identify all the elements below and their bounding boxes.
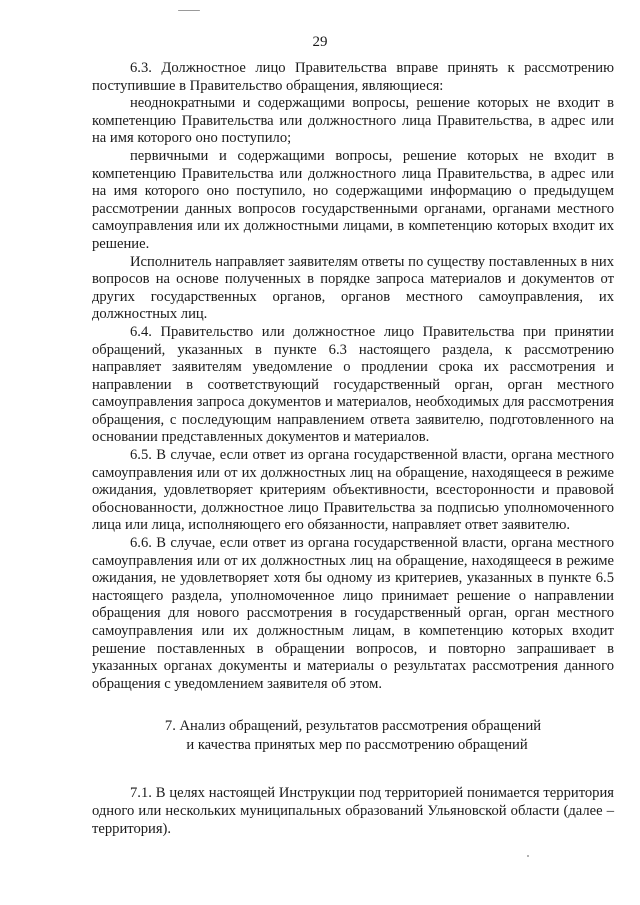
section-heading-line-2: и качества принятых мер по рассмотрению обращений [186, 737, 528, 754]
section-heading-line-1: 7. Анализ обращений, результатов рассмотрения обращений [164, 718, 542, 735]
paragraph-7-1: 7.1. В целях настоящей Инструкции под территорией понимается территория одного или нескольких муниципальных образований Ульяновской области (далее – территория). [92, 785, 614, 837]
paragraph-6-3: 6.3. Должностное лицо Правительства вправе принять к рассмотрению поступившие в Правительство обращения, являющиеся: [92, 60, 614, 94]
paragraph-6-4: 6.4. Правительство или должностное лицо Правительства при принятии обращений, указанных в пункте 6.3 настоящего раздела, к рассмотрению направляет заявителям уведомление о продлении срока их рассмотрения и направлении в соответствующий государственный орган, орган местного самоуправления запроса документов и материалов, необходимых для рассмотрения обращения, с последующим направлением ответа заявителю, подготовленного на основании представленных документов и материалов. [92, 323, 614, 446]
paragraph-6-6: 6.6. В случае, если ответ из органа государственной власти, органа местного самоуправления или от их должностных лиц на обращение, находящееся в режиме ожидания, не удовлетворяет хотя бы одному из критериев, указанных в пункте 6.5 настоящего раздела, уполномоченное лицо принимает решение о направлении обращения для нового рассмотрения в государственный орган, орган местного самоуправления или их должностным лицам, в компетенцию которых входит решение поставленных в обращении вопросов, и повторно запрашивает в указанных органах документы и материалы о результатах рассмотрения данного обращения с уведомлением заявителя об этом. [92, 535, 614, 692]
scan-speck-mark [527, 855, 529, 857]
paragraph-6-3-item-2: первичными и содержащими вопросы, решение которых не входит в компетенцию Правительства или должностного лица Правительства, в адрес или на имя которого оно поступило, но содержащими информацию о предыдущем рассмотрении данных вопросов государственными органами, органами местного самоуправления или их должностными лицами, в компетенцию которых входит их решение. [92, 147, 614, 252]
scan-speck-mark [178, 10, 200, 11]
section-heading [92, 717, 614, 755]
paragraph-executor: Исполнитель направляет заявителям ответы по существу поставленных в них вопросов на основе полученных в порядке запроса материалов и документов от других государственных органов, органов местного самоуправления, их должностных лиц. [92, 253, 615, 323]
page-number: 29 [312, 34, 328, 50]
paragraph-6-3-item-1: неоднократными и содержащими вопросы, решение которых не входит в компетенцию Правительства или должностного лица Правительства, в адрес или на имя которого оно поступило; [92, 95, 614, 147]
paragraph-6-5: 6.5. В случае, если ответ из органа государственной власти, органа местного самоуправления или от их должностных лиц на обращение, находящееся в режиме ожидания, удовлетворяет критериям объективности, всесторонности и правовой обоснованности, должностное лицо Правительства за подписью уполномоченного лица или лица, исполняющего его обязанности, направляет ответ заявителю. [92, 447, 614, 534]
document-body [92, 60, 614, 838]
